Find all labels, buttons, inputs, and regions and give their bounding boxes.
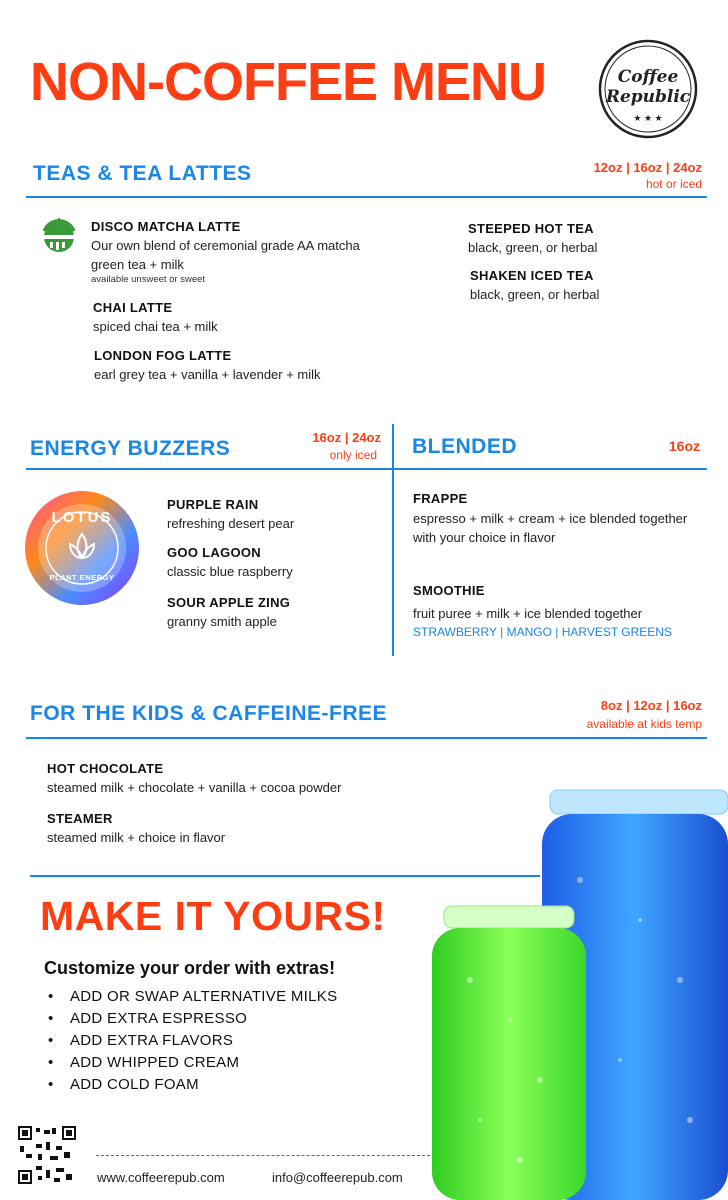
item-desc: steamed milk + choice in flavor	[47, 830, 226, 845]
website-link[interactable]: www.coffeerepub.com	[97, 1170, 225, 1185]
item-name: STEEPED HOT TEA	[468, 221, 594, 236]
item-note: available unsweet or sweet	[91, 274, 206, 285]
teas-note: hot or iced	[645, 177, 702, 191]
extras-list	[48, 986, 337, 1096]
item-name: SHAKEN ICED TEA	[470, 268, 594, 283]
list-item: • ADD OR SWAP ALTERNATIVE MILKS	[48, 986, 337, 1008]
list-item: • ADD COLD FOAM	[48, 1074, 337, 1096]
item-desc: refreshing desert pear	[167, 516, 295, 531]
item-name: SMOOTHIE	[413, 583, 485, 598]
list-item: • ADD EXTRA ESPRESSO	[48, 1008, 337, 1030]
qr-code-icon	[18, 1126, 76, 1184]
energy-section-title: ENERGY BUZZERS	[30, 437, 231, 460]
teas-divider	[26, 196, 707, 198]
item-name: DISCO MATCHA LATTE	[91, 219, 241, 234]
teas-sizes: 12oz | 16oz | 24oz	[593, 160, 702, 175]
kids-divider	[26, 737, 707, 739]
kids-sizes: 8oz | 12oz | 16oz	[600, 698, 702, 713]
blended-section-title: BLENDED	[412, 435, 518, 458]
item-name: LONDON FOG LATTE	[94, 348, 232, 363]
kids-note: available at kids temp	[586, 717, 702, 731]
lotus-logo-top: LOTUS	[51, 509, 113, 526]
energy-divider	[26, 468, 707, 470]
column-divider	[392, 424, 394, 656]
item-name: PURPLE RAIN	[167, 497, 259, 512]
extras-title: MAKE IT YOURS!	[40, 893, 386, 939]
item-name: SOUR APPLE ZING	[167, 595, 291, 610]
energy-note: only iced	[329, 448, 377, 462]
lotus-logo-bottom: PLANT ENERGY	[49, 573, 115, 582]
item-desc: black, green, or herbal	[468, 240, 598, 255]
extras-subtitle: Customize your order with extras!	[44, 958, 336, 978]
kids-section-title: FOR THE KIDS & CAFFEINE-FREE	[30, 702, 388, 725]
item-desc: granny smith apple	[167, 614, 277, 629]
coffee-republic-logo	[597, 38, 699, 140]
item-name: FRAPPE	[413, 491, 468, 506]
page-title: NON-COFFEE MENU	[30, 52, 546, 112]
item-name: HOT CHOCOLATE	[47, 761, 164, 776]
energy-sizes: 16oz | 24oz	[312, 430, 381, 445]
blended-sizes: 16oz	[668, 438, 700, 454]
iced-drinks-image	[420, 760, 728, 1200]
item-desc: spiced chai tea + milk	[93, 319, 218, 334]
item-desc: black, green, or herbal	[470, 287, 600, 302]
item-desc: earl grey tea + vanilla + lavender + milk	[94, 367, 321, 382]
list-item: • ADD WHIPPED CREAM	[48, 1052, 337, 1074]
logo-line2: Republic	[605, 87, 691, 107]
item-desc: classic blue raspberry	[167, 564, 293, 579]
email-link[interactable]: info@coffeerepub.com	[272, 1170, 403, 1185]
lotus-energy-logo	[22, 488, 142, 608]
item-desc: steamed milk + chocolate + vanilla + cocoa powder	[47, 780, 342, 795]
teas-section-title: TEAS & TEA LATTES	[33, 162, 252, 185]
svg-text:★ ★ ★: ★ ★ ★	[633, 113, 663, 123]
item-desc: Our own blend of ceremonial grade AA matcha green tea + milk	[91, 238, 360, 272]
smoothie-flavors: STRAWBERRY | MANGO | HARVEST GREENS	[413, 625, 672, 639]
list-item: • ADD EXTRA FLAVORS	[48, 1030, 337, 1052]
disco-ball-icon	[36, 214, 82, 260]
item-name: GOO LAGOON	[167, 545, 261, 560]
item-name: STEAMER	[47, 811, 113, 826]
item-name: CHAI LATTE	[93, 300, 173, 315]
logo-line1: Coffee	[617, 67, 679, 87]
footer-divider	[96, 1155, 430, 1156]
item-desc: espresso + milk + cream + ice blended together with your choice in flavor	[413, 511, 688, 545]
item-desc: fruit puree + milk + ice blended together	[413, 606, 643, 621]
